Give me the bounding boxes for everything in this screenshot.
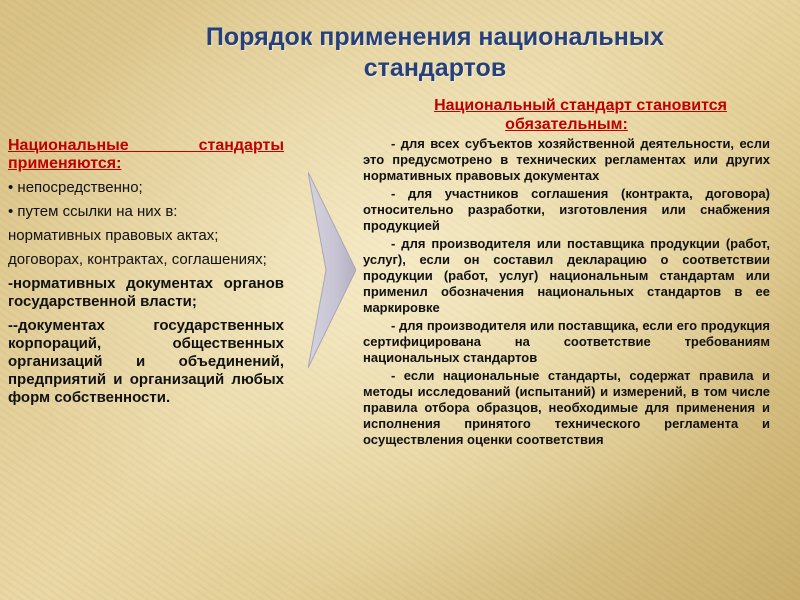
left-item-contracts: договорах, контрактах, соглашениях; [8,251,267,268]
left-item-corporate-docs: --документах государственных корпораций, общественных организаций и объединений, предприятий и организаций любых форм собственности. [8,317,284,406]
chevron-arrow-icon [308,172,356,368]
right-heading: Национальный стандарт становится обязательным: [434,97,727,133]
right-item-test-methods: - если национальные стандарты, содержат правила и методы исследований (испытаний) и измерений, в том числе правила отбора образцов, необходимые для применения и исполнения принятого технического регламента и осуществления оценки соответствия [363,368,770,447]
left-column [8,137,284,413]
left-item-direct: • непосредственно; [8,179,143,196]
right-item-business-entities: - для всех субъектов хозяйственной деятельности, если это предусмотрено в технических регламентах или других нормативных правовых документах [363,136,770,183]
right-item-declaration: - для производителя или поставщика продукции (работ, услуг), если он составил декларацию о соответствии продукции (работ, услуг) национальным стандартам или применил обозначения национальных стандартов в ее маркировке [363,236,770,315]
slide-title: Порядок применения национальных стандартов [205,23,665,82]
left-item-government-docs: -нормативных документах органов государственной власти; [8,275,284,310]
right-column [363,96,770,450]
left-item-legal-acts: нормативных правовых актах; [8,227,219,244]
right-item-certification: - для производителя или поставщика, если его продукция сертифицирована на соответствие требованиям национальных стандартов [363,318,770,365]
left-item-by-reference: • путем ссылки на них в: [8,203,178,220]
right-item-agreement-parties: - для участников соглашения (контракта, договора) относительно разработки, изготовления или снабжения продукцией [363,186,770,233]
left-heading: Национальные стандарты применяются: [8,137,284,172]
